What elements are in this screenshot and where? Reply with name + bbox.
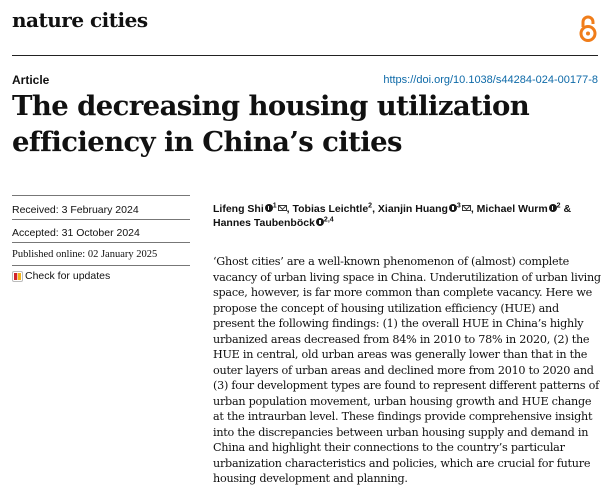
check-for-updates-link[interactable]	[12, 270, 110, 282]
author-list	[213, 202, 593, 230]
email-icon[interactable]	[278, 205, 287, 211]
published-date: Published online: 02 January 2025	[12, 249, 158, 260]
affiliation-number[interactable]: 3	[456, 202, 461, 210]
affiliation-number[interactable]: 2	[368, 202, 373, 210]
divider	[12, 195, 190, 196]
open-access-icon	[577, 13, 599, 43]
affiliation-number[interactable]: 2,4	[323, 216, 334, 224]
author-name-text: Xianjin Huang	[377, 203, 448, 215]
orcid-icon[interactable]	[449, 204, 457, 212]
author-name[interactable]	[293, 203, 373, 215]
check-for-updates-icon	[12, 271, 23, 282]
orcid-icon[interactable]	[316, 218, 324, 226]
author-name[interactable]	[213, 203, 287, 215]
abstract: ‘Ghost cities’ are a well-known phenomenon of (almost) complete vacancy of urban living space in China. Underutilization of urban living space, however, is far more common than complete vacancy. Here we propose the concept of housing utilization efficiency (HUE) and present the following findings: (1) the overall HUE in China’s highly urbanized areas decreased from 84% in 2010 to 78% in 2020, (2) the HUE in central, old urban areas was generally lower than that in the outer layers of urban areas and declined more from 2010 to 2020 and (3) four development types are found to represent different patterns of urban population movement, urban housing growth and HUE change at the intraurban level. These findings provide comprehensive insight into the discrepancies between urban housing supply and demand in China and highlight their connections to the country’s particular urbanization characteristics and policies, which are crucial for future housing development and planning.	[213, 255, 601, 485]
received-date: Received: 3 February 2024	[12, 204, 139, 216]
article-title: The decreasing housing utilization efficiency in China’s cities	[12, 90, 530, 158]
divider	[12, 265, 190, 266]
affiliation-number[interactable]: 1	[272, 202, 277, 210]
author-separator: ,	[470, 203, 477, 215]
article-type: Article	[12, 73, 50, 87]
check-for-updates-label: Check for updates	[25, 270, 111, 282]
author-name-text: Lifeng Shi	[213, 203, 264, 215]
divider	[12, 219, 190, 220]
orcid-icon[interactable]	[549, 204, 557, 212]
author-name-text: Michael Wurm	[476, 203, 548, 215]
orcid-icon[interactable]	[265, 204, 273, 212]
author-name[interactable]	[477, 203, 561, 215]
author-separator: ,	[372, 203, 378, 215]
author-name[interactable]	[378, 203, 471, 215]
email-icon[interactable]	[462, 205, 471, 211]
author-separator: ,	[286, 203, 293, 215]
author-name-text: Hannes Taubenböck	[213, 217, 315, 229]
author-name-text: Tobias Leichtle	[292, 203, 369, 215]
author-name[interactable]	[213, 217, 334, 229]
doi-link[interactable]: https://doi.org/10.1038/s44284-024-00177-8	[383, 74, 598, 86]
journal-title[interactable]: nature cities	[12, 8, 148, 32]
affiliation-number[interactable]: 2	[556, 202, 561, 210]
header-divider	[12, 55, 598, 56]
accepted-date: Accepted: 31 October 2024	[12, 227, 140, 239]
divider	[12, 242, 190, 243]
author-separator: &	[560, 203, 572, 215]
